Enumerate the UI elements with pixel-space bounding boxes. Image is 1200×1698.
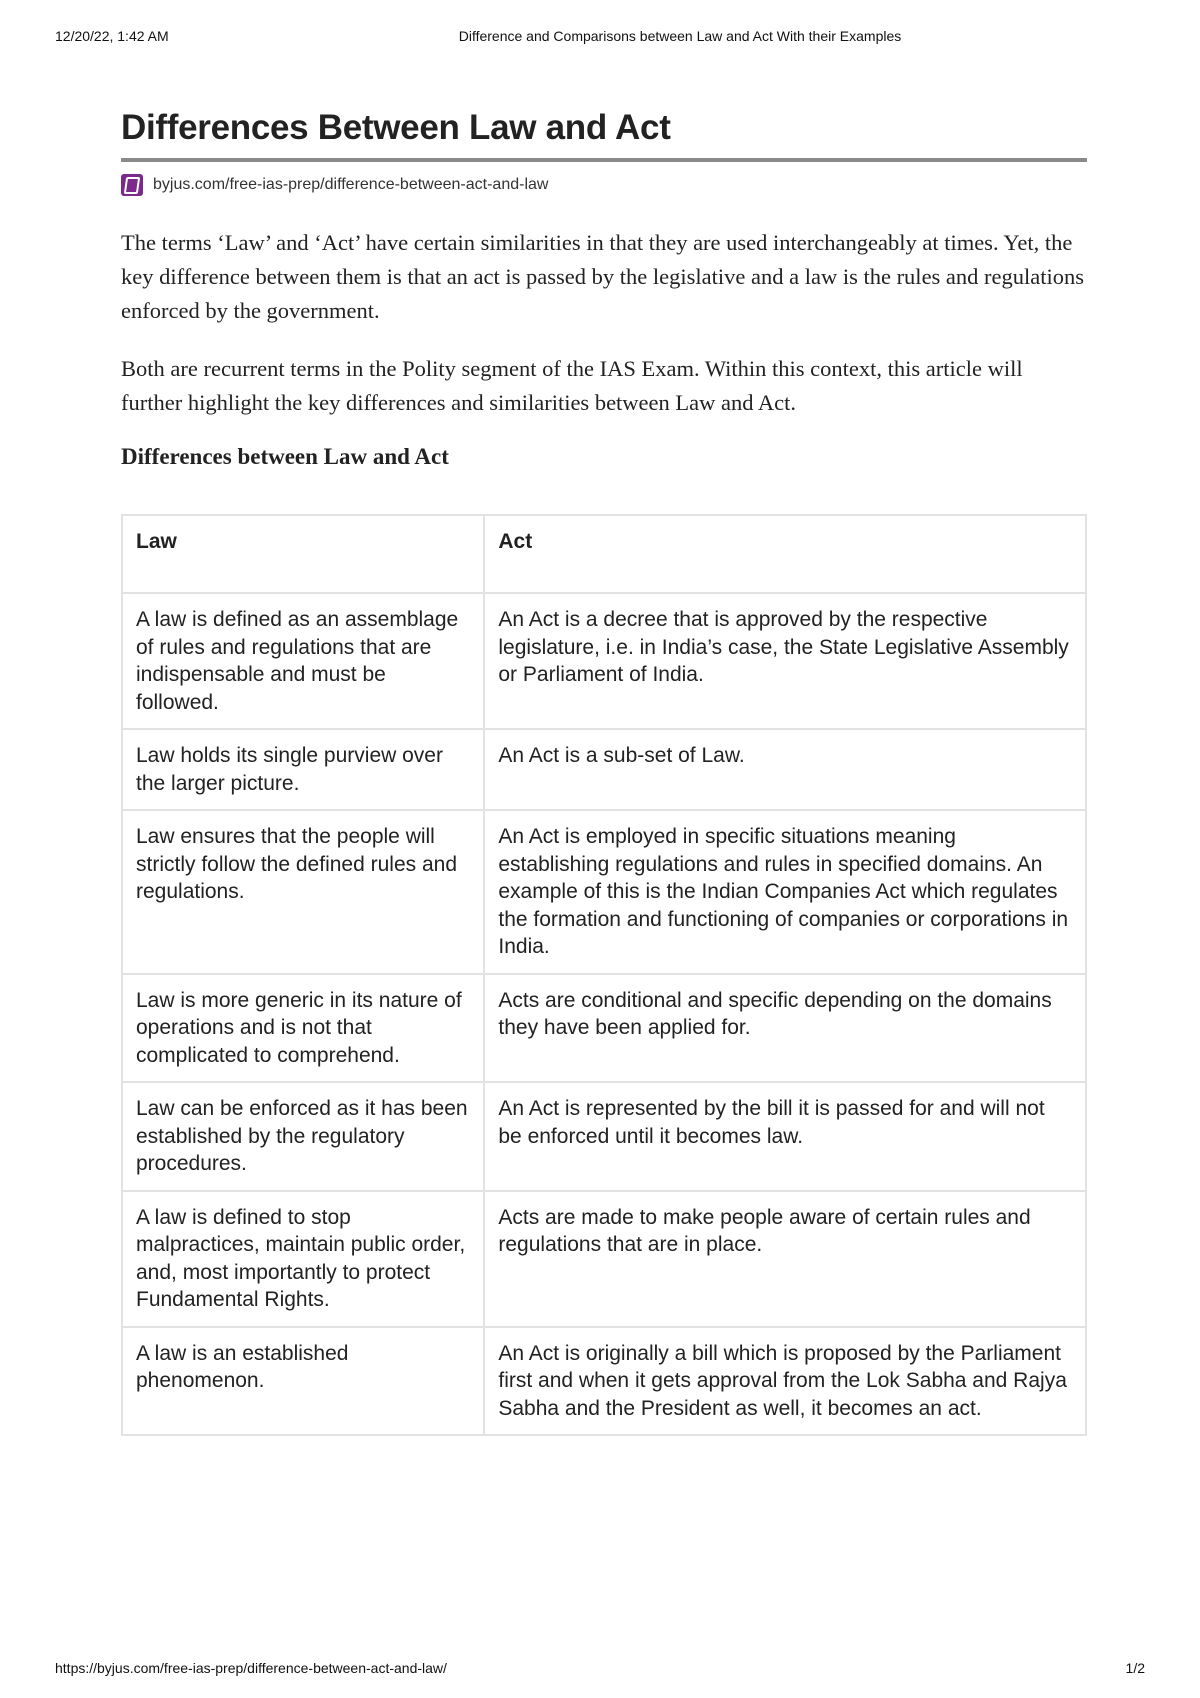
cell-act: An Act is a sub-set of Law. [484,729,1086,810]
cell-law: A law is an established phenomenon. [122,1327,484,1436]
table-row [122,974,1086,1083]
cell-act: An Act is a decree that is approved by the respective legislature, i.e. in India’s case, the State Legislative Assembly or Parliament of India. [484,593,1086,729]
intro-paragraph: The terms ‘Law’ and ‘Act’ have certain similarities in that they are used interchangeably at times. Yet, the key difference between them is that an act is passed by the legislative and a law is the rules and regulations enforced by the government. [121,230,1085,323]
cell-law: A law is defined as an assemblage of rules and regulations that are indispensable and must be followed. [122,593,484,729]
table-row [122,1191,1086,1327]
header-act: Act [484,515,1086,593]
page-title: Differences Between Law and Act [121,108,1087,162]
print-doc-title: Difference and Comparisons between Law and Act With their Examples [458,28,902,44]
byjus-favicon-icon [121,174,143,196]
cell-act: Acts are conditional and specific depending on the domains they have been applied for. [484,974,1086,1083]
print-footer [55,1660,1145,1680]
cell-act: An Act is employed in specific situations meaning establishing regulations and rules in specified domains. An example of this is the Indian Companies Act which regulates the formation and functioning of companies or corporations in India. [484,810,1086,974]
cell-law: Law holds its single purview over the larger picture. [122,729,484,810]
table-row [122,729,1086,810]
cell-act: An Act is represented by the bill it is passed for and will not be enforced until it becomes law. [484,1082,1086,1191]
comparison-table [121,514,1087,1436]
cell-law: Law ensures that the people will strictly follow the defined rules and regulations. [122,810,484,974]
header-law: Law [122,515,484,593]
table-header-row [122,515,1086,593]
print-date: 12/20/22, 1:42 AM [55,28,169,44]
table-row [122,1327,1086,1436]
cell-act: An Act is originally a bill which is proposed by the Parliament first and when it gets approval from the Lok Sabha and Rajya Sabha and the President as well, it becomes an act. [484,1327,1086,1436]
source-line [121,174,1087,196]
table-row [122,1082,1086,1191]
cell-act: Acts are made to make people aware of certain rules and regulations that are in place. [484,1191,1086,1327]
cell-law: A law is defined to stop malpractices, maintain public order, and, most importantly to protect Fundamental Rights. [122,1191,484,1327]
print-footer-url: https://byjus.com/free-ias-prep/difference-between-act-and-law/ [55,1660,447,1676]
page-number: 1/2 [1125,1660,1145,1676]
print-header [55,28,1145,48]
article [121,108,1087,1436]
source-url[interactable]: byjus.com/free-ias-prep/difference-between-act-and-law [153,176,549,193]
cell-law: Law can be enforced as it has been established by the regulatory procedures. [122,1082,484,1191]
table-row [122,593,1086,729]
section-heading: Differences between Law and Act [121,444,449,469]
cell-law: Law is more generic in its nature of operations and is not that complicated to comprehend. [122,974,484,1083]
context-paragraph: Both are recurrent terms in the Polity segment of the IAS Exam. Within this context, this article will further highlight the key differences and similarities between Law and Act. [121,356,1023,415]
table-row [122,810,1086,974]
